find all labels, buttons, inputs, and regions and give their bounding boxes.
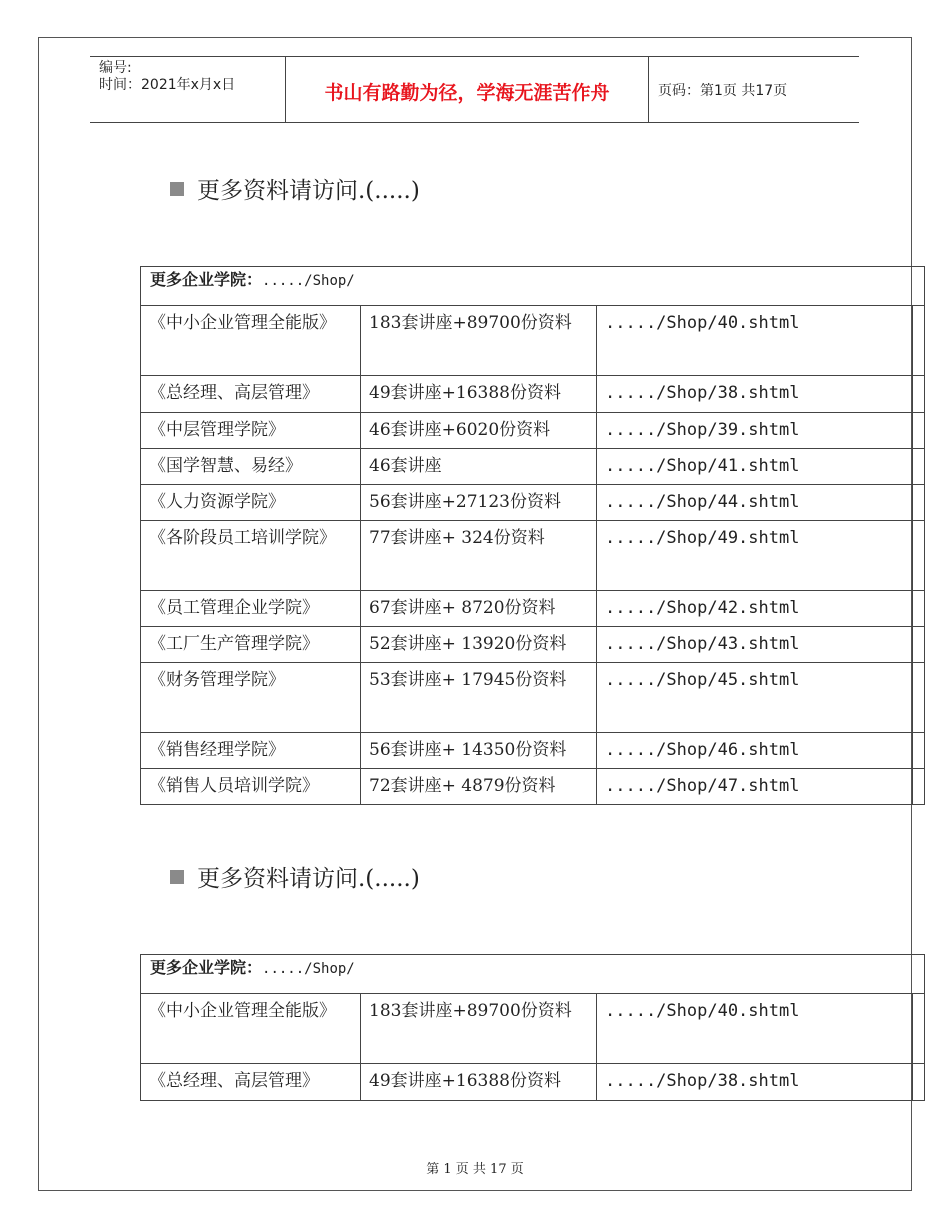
course-url[interactable]: ...../Shop/41.shtml: [597, 449, 913, 485]
bullet-square-icon: [170, 182, 184, 196]
course-desc: 183套讲座+89700份资料: [361, 306, 597, 376]
table-header-row: [141, 267, 925, 306]
course-name: 《中层管理学院》: [141, 413, 361, 449]
course-table-2: [140, 954, 925, 1101]
course-url[interactable]: ...../Shop/40.shtml: [597, 306, 913, 376]
page-footer: 第 1 页 共 17 页: [426, 1162, 524, 1177]
course-name: 《中小企业管理全能版》: [141, 994, 361, 1064]
table-row: [141, 663, 925, 733]
table-row: [141, 1064, 925, 1101]
section-heading-1: [170, 172, 420, 205]
course-name: 《中小企业管理全能版》: [141, 306, 361, 376]
course-url[interactable]: ...../Shop/44.shtml: [597, 485, 913, 521]
table-header-url[interactable]: ...../Shop/: [262, 961, 355, 977]
section-heading-text: 更多资料请访问.(.....): [197, 178, 420, 204]
course-desc: 46套讲座: [361, 449, 597, 485]
course-desc: 77套讲座+ 324份资料: [361, 521, 597, 591]
course-name: 《人力资源学院》: [141, 485, 361, 521]
course-name: 《销售人员培训学院》: [141, 769, 361, 805]
table-header-row: [141, 955, 925, 994]
header-page-info: 页码：第1页 共17页: [658, 82, 788, 99]
section-heading-text: 更多资料请访问.(.....): [197, 866, 420, 892]
course-url[interactable]: ...../Shop/47.shtml: [597, 769, 913, 805]
course-name: 《国学智慧、易经》: [141, 449, 361, 485]
course-name: 《各阶段员工培训学院》: [141, 521, 361, 591]
course-desc: 49套讲座+16388份资料: [361, 1064, 597, 1101]
bullet-square-icon: [170, 870, 184, 884]
table-row: [141, 485, 925, 521]
course-url[interactable]: ...../Shop/39.shtml: [597, 413, 913, 449]
course-desc: 49套讲座+16388份资料: [361, 376, 597, 413]
course-name: 《销售经理学院》: [141, 733, 361, 769]
header-number-label: 编号:: [99, 60, 132, 76]
table-row: [141, 733, 925, 769]
course-url[interactable]: ...../Shop/40.shtml: [597, 994, 913, 1064]
table-header-label: 更多企业学院：: [150, 958, 263, 977]
table-row: [141, 627, 925, 663]
page-header: [90, 56, 859, 123]
course-desc: 72套讲座+ 4879份资料: [361, 769, 597, 805]
table-row: [141, 449, 925, 485]
course-name: 《员工管理企业学院》: [141, 591, 361, 627]
table-row: [141, 591, 925, 627]
table-header-cell: [141, 955, 925, 994]
course-url[interactable]: ...../Shop/45.shtml: [597, 663, 913, 733]
course-name: 《财务管理学院》: [141, 663, 361, 733]
course-url[interactable]: ...../Shop/43.shtml: [597, 627, 913, 663]
table-row: [141, 521, 925, 591]
course-desc: 56套讲座+27123份资料: [361, 485, 597, 521]
course-url[interactable]: ...../Shop/42.shtml: [597, 591, 913, 627]
table-row: [141, 769, 925, 805]
course-url[interactable]: ...../Shop/49.shtml: [597, 521, 913, 591]
table-row: [141, 994, 925, 1064]
header-meta: [90, 57, 286, 122]
section-heading-2: [170, 860, 420, 893]
header-time: 时间：2021年x月x日: [99, 77, 236, 93]
course-desc: 46套讲座+6020份资料: [361, 413, 597, 449]
header-motto: 书山有路勤为径，学海无涯苦作舟: [286, 57, 649, 122]
course-url[interactable]: ...../Shop/46.shtml: [597, 733, 913, 769]
course-desc: 183套讲座+89700份资料: [361, 994, 597, 1064]
course-name: 《总经理、高层管理》: [141, 376, 361, 413]
course-url[interactable]: ...../Shop/38.shtml: [597, 1064, 913, 1101]
course-url[interactable]: ...../Shop/38.shtml: [597, 376, 913, 413]
table-row: [141, 306, 925, 376]
course-name: 《工厂生产管理学院》: [141, 627, 361, 663]
table-header-label: 更多企业学院：: [150, 270, 263, 289]
course-table-1: [140, 266, 925, 805]
table-header-url[interactable]: ...../Shop/: [262, 273, 355, 289]
course-desc: 52套讲座+ 13920份资料: [361, 627, 597, 663]
course-desc: 53套讲座+ 17945份资料: [361, 663, 597, 733]
table-row: [141, 413, 925, 449]
table-header-cell: [141, 267, 925, 306]
course-desc: 67套讲座+ 8720份资料: [361, 591, 597, 627]
course-name: 《总经理、高层管理》: [141, 1064, 361, 1101]
table-row: [141, 376, 925, 413]
course-desc: 56套讲座+ 14350份资料: [361, 733, 597, 769]
